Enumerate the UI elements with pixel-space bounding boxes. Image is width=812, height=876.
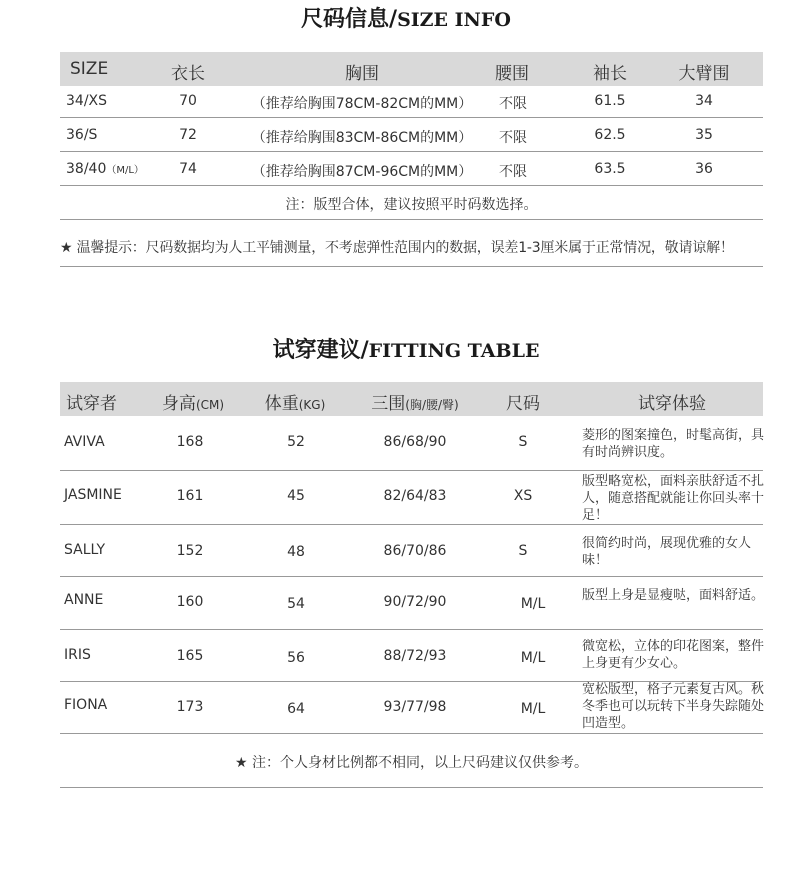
fitting-row-6-experience: 宽松版型，格子元素复古风。秋冬季也可以玩转下半身失踪随处凹造型。 [582, 682, 765, 731]
size-row-2-arm: 35 [695, 127, 713, 143]
fitting-row-2-experience: 版型略宽松，面料亲肤舒适不扎人，随意搭配就能让你回头率十足！ [582, 474, 765, 523]
fitting-row-6-weight: 64 [287, 701, 305, 717]
fitting-header-height [145, 389, 241, 414]
fitting-row-6-name: FIONA [64, 697, 108, 713]
fitting-title-cn: 试穿建议/ [272, 338, 369, 363]
size-row-3-size-main: 38/40 [66, 161, 107, 177]
fitting-row-4-height: 160 [176, 594, 204, 610]
fitting-row-3-size: S [518, 543, 528, 559]
size-row-divider [60, 185, 763, 186]
size-row-1-waist: 不限 [499, 96, 527, 112]
fitting-row-6-measurements: 93/77/98 [383, 699, 447, 715]
size-info-title-cn: 尺码信息/ [301, 7, 398, 32]
tip-divider [60, 266, 763, 267]
fitting-row-2-weight: 45 [287, 488, 305, 504]
size-row-2-length: 72 [179, 127, 197, 143]
size-row-3-arm: 36 [695, 161, 713, 177]
fitting-header-experience: 试穿体验 [638, 394, 706, 414]
size-header-arm: 大臂围 [678, 64, 730, 84]
size-row-3-length: 74 [179, 161, 197, 177]
fitting-row-1-weight: 52 [287, 434, 305, 450]
fitting-header-height-label: 身高 [161, 394, 196, 414]
fitting-row-divider [60, 470, 763, 471]
size-row-1-chest: （推荐给胸围78CM-82CM的MM） [251, 96, 473, 112]
fitting-header-height-unit: (CM) [195, 398, 225, 412]
size-info-title-en: SIZE INFO [397, 9, 511, 31]
fitting-row-5-size: M/L [520, 650, 546, 666]
fitting-note: ★ 注：个人身材比例都不相同，以上尺码建议仅供参考。 [235, 755, 588, 771]
size-info-title [0, 2, 812, 33]
size-row-1-length: 70 [179, 93, 197, 109]
fitting-row-4-experience: 版型上身是显瘦哒，面料舒适。 [582, 588, 765, 603]
size-row-3-waist: 不限 [499, 164, 527, 180]
fitting-row-1-name: AVIVA [64, 434, 105, 450]
size-row-1-sleeve: 61.5 [594, 93, 626, 109]
fitting-row-2-measurements: 82/64/83 [383, 488, 447, 504]
fitting-header-weight [250, 389, 340, 414]
size-row-3-chest: （推荐给胸围87CM-96CM的MM） [251, 164, 473, 180]
fitting-row-divider [60, 524, 763, 525]
fitting-header-tester: 试穿者 [66, 394, 117, 414]
size-row-2-waist: 不限 [499, 130, 527, 146]
fitting-header-size: 尺码 [506, 394, 540, 414]
size-header-size: SIZE [70, 59, 109, 79]
size-note-divider [60, 219, 763, 220]
size-tip: ★ 温馨提示：尺码数据均为人工平铺测量，不考虑弹性范围内的数据，误差1-3厘米属于正常情况，敬请谅解！ [60, 240, 734, 256]
fitting-note-divider [60, 787, 763, 788]
fitting-row-4-measurements: 90/72/90 [383, 594, 447, 610]
fitting-row-2-height: 161 [176, 488, 204, 504]
fitting-row-2-size: XS [513, 488, 533, 504]
fitting-row-4-size: M/L [520, 596, 546, 612]
size-row-divider [60, 117, 763, 118]
fitting-row-3-height: 152 [176, 543, 204, 559]
size-note: 注：版型合体，建议按照平时码数选择。 [285, 197, 538, 213]
fitting-row-divider [60, 576, 763, 577]
fitting-header-measurements-unit: (胸/腰/臀) [405, 398, 459, 412]
fitting-row-divider [60, 733, 763, 734]
fitting-row-6-size: M/L [520, 701, 546, 717]
size-row-3-size [66, 161, 144, 177]
size-header-waist: 腰围 [495, 64, 529, 84]
fitting-row-1-size: S [518, 434, 528, 450]
fitting-row-3-experience: 很简约时尚，展现优雅的女人味！ [582, 536, 752, 568]
fitting-row-2-name: JASMINE [64, 487, 122, 503]
fitting-row-1-experience: 菱形的图案撞色，时髦高街，具有时尚辨识度。 [582, 428, 765, 460]
size-row-2-chest: （推荐给胸围83CM-86CM的MM） [251, 130, 473, 146]
fitting-title-en: FITTING TABLE [368, 340, 540, 362]
size-row-3-sleeve: 63.5 [594, 161, 626, 177]
fitting-row-4-weight: 54 [287, 596, 305, 612]
size-row-2-size: 36/S [66, 127, 98, 143]
size-header-length: 衣长 [171, 64, 205, 84]
size-row-divider [60, 151, 763, 152]
fitting-row-divider [60, 629, 763, 630]
fitting-row-3-weight: 48 [287, 544, 305, 560]
fitting-row-1-height: 168 [176, 434, 204, 450]
fitting-row-6-height: 173 [176, 699, 204, 715]
fitting-header-weight-label: 体重 [264, 394, 299, 414]
size-row-3-size-sub: （M/L） [106, 165, 144, 176]
fitting-row-5-measurements: 88/72/93 [383, 648, 447, 664]
fitting-row-5-name: IRIS [64, 647, 91, 663]
size-header-chest: 胸围 [345, 64, 379, 84]
size-row-2-sleeve: 62.5 [594, 127, 626, 143]
fitting-title [0, 333, 812, 364]
fitting-row-5-experience: 微宽松，立体的印花图案，整件上身更有少女心。 [582, 639, 765, 671]
fitting-row-3-measurements: 86/70/86 [383, 543, 447, 559]
fitting-header-measurements [350, 389, 480, 414]
fitting-header-weight-unit: (KG) [298, 398, 326, 412]
size-row-1-arm: 34 [695, 93, 713, 109]
fitting-row-4-name: ANNE [64, 592, 104, 608]
size-header-sleeve: 袖长 [593, 64, 627, 84]
fitting-row-3-name: SALLY [64, 542, 106, 558]
fitting-header-measurements-label: 三围 [371, 394, 406, 414]
fitting-row-5-weight: 56 [287, 650, 305, 666]
fitting-row-5-height: 165 [176, 648, 204, 664]
fitting-row-1-measurements: 86/68/90 [383, 434, 447, 450]
size-row-1-size: 34/XS [66, 93, 108, 109]
